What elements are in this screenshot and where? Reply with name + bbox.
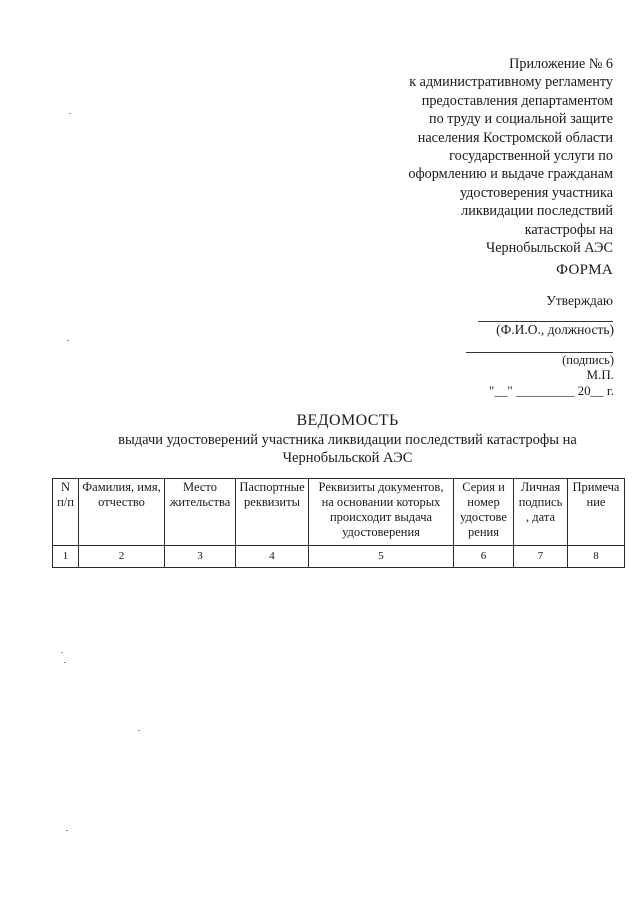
col-header-residence: Место жительства bbox=[165, 479, 236, 546]
scan-speck bbox=[64, 662, 66, 663]
issuance-table bbox=[52, 478, 625, 568]
appendix-line: по труду и социальной защите bbox=[428, 111, 613, 128]
document-subtitle bbox=[60, 432, 635, 467]
appendix-line: Приложение № 6 bbox=[509, 56, 613, 72]
table-header-row bbox=[53, 479, 625, 546]
table-row bbox=[53, 546, 625, 568]
subtitle-line: Чернобыльской АЭС bbox=[282, 449, 413, 466]
scan-speck bbox=[138, 730, 140, 731]
table-cell: 3 bbox=[165, 546, 236, 568]
table-cell: 7 bbox=[514, 546, 568, 568]
appendix-line: государственной услуги по bbox=[449, 148, 613, 165]
col-header-note: Примеча ние bbox=[568, 479, 625, 546]
signature-caption: (подпись) bbox=[562, 353, 614, 367]
subtitle-line: выдачи удостоверений участника ликвидации последствий катастрофы на bbox=[118, 432, 577, 448]
document-title: ВЕДОМОСТЬ bbox=[296, 412, 399, 429]
form-label: ФОРМА bbox=[556, 262, 613, 278]
appendix-line: к административному регламенту bbox=[409, 74, 613, 91]
col-header-passport: Паспортные реквизиты bbox=[236, 479, 309, 546]
table-cell: 5 bbox=[309, 546, 454, 568]
appendix-line: оформлению и выдаче гражданам bbox=[408, 166, 613, 183]
approve-text: Утверждаю bbox=[546, 293, 613, 308]
col-header-documents: Реквизиты документов, на основании которых происходит выдача удостоверения bbox=[309, 479, 454, 546]
table-cell: 4 bbox=[236, 546, 309, 568]
table-cell: 1 bbox=[53, 546, 79, 568]
scan-speck bbox=[69, 113, 71, 114]
stamp-placeholder: М.П. bbox=[586, 367, 614, 382]
appendix-line: ликвидации последствий bbox=[461, 203, 613, 220]
scan-speck bbox=[67, 340, 69, 341]
appendix-line: населения Костромской области bbox=[417, 129, 613, 146]
col-header-certificate-number: Серия и номер удостове рения bbox=[454, 479, 514, 546]
table-cell: 2 bbox=[79, 546, 165, 568]
appendix-line: Чернобыльской АЭС bbox=[485, 240, 613, 257]
appendix-header bbox=[330, 55, 613, 257]
table-cell: 8 bbox=[568, 546, 625, 568]
fio-position-caption: (Ф.И.О., должность) bbox=[496, 322, 614, 337]
appendix-line: предоставления департаментом bbox=[421, 92, 613, 109]
date-line: "__" _________ 20__ г. bbox=[489, 383, 614, 398]
scan-speck bbox=[66, 830, 68, 831]
table-cell: 6 bbox=[454, 546, 514, 568]
appendix-line: удостоверения участника bbox=[459, 184, 613, 201]
col-header-number: N п/п bbox=[53, 479, 79, 546]
col-header-signature-date: Личная подпись , дата bbox=[514, 479, 568, 546]
scan-speck bbox=[61, 652, 63, 653]
appendix-line: катастрофы на bbox=[524, 221, 613, 238]
col-header-full-name: Фамилия, имя, отчество bbox=[79, 479, 165, 546]
